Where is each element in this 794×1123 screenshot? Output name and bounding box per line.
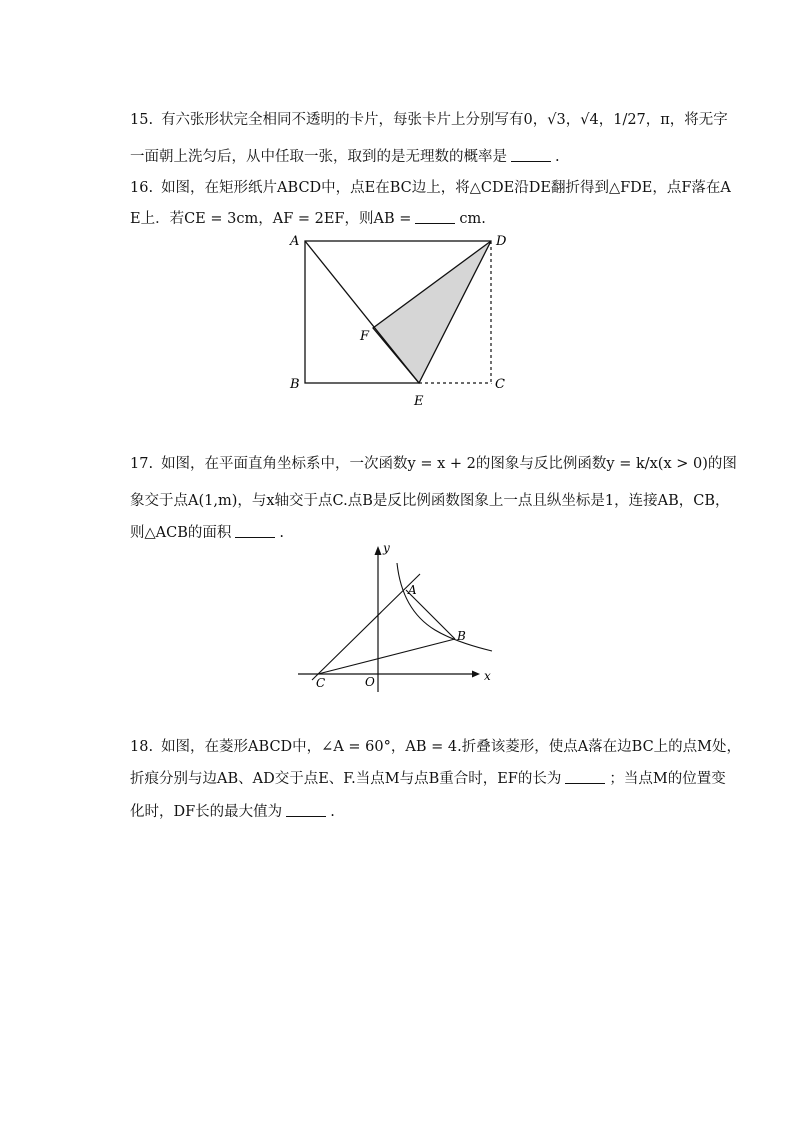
q15-number: 15. [130,112,154,128]
q15-text-line2: 一面朝上洗匀后，从中任取一张，取到的是无理数的概率是 [130,149,507,165]
label-point-a: A [408,583,417,597]
segment-ab [406,590,455,639]
q16-text-line1: 如图，在矩形纸片ABCD中，点E在BC边上，将△CDE沿DE翻折得到△FDE，点F落在A [161,180,731,196]
label-origin-o: O [365,675,375,689]
q17-line2 [130,489,730,510]
label-f: F [360,329,370,344]
label-b: B [290,377,300,392]
q17-line1 [130,452,737,473]
q18-line3 [130,800,335,821]
x-axis-arrow [472,671,480,678]
q15-answer-blank [511,149,551,162]
q18-text-line1: 如图，在菱形ABCD中，∠A = 60°，AB = 4.折叠该菱形，使点A落在边BC上的点M处， [161,739,742,755]
q15-line2 [130,145,560,166]
q17-text-line2: 象交于点A(1,m)，与x轴交于点C.点B是反比例函数图象上一点且纵坐标是1，连接AB，CB， [130,493,730,509]
q18-end: . [330,804,335,820]
q18-line1 [130,735,741,756]
label-c: C [495,377,505,392]
q16-answer-blank [415,211,455,224]
q16-line2 [130,207,486,228]
q18-text-line3: 化时，DF长的最大值为 [130,804,283,820]
q17-end: . [279,525,284,541]
label-d: D [496,234,507,249]
q16-number: 16. [130,180,154,196]
q17-answer-blank [235,525,275,538]
q17-figure [290,538,500,696]
hyperbola-curve [397,563,492,651]
q16-unit: cm. [459,211,486,227]
y-axis-arrow [375,546,382,555]
q16-text-line2: E上．若CE = 3cm，AF = 2EF，则AB = [130,211,412,227]
q18-number: 18. [130,739,154,755]
q17-number: 17. [130,456,154,472]
line-y-x-plus-2 [312,574,420,680]
segment-cb [318,639,455,674]
label-point-b: B [457,629,466,643]
label-e: E [414,394,424,409]
q18-text-line2: 折痕分别与边AB、AD交于点E、F.当点M与点B重合时，EF的长为 [130,771,562,787]
q16-line1 [130,176,731,197]
label-point-c: C [316,676,326,690]
q18-text-line2-end: ；当点M的位置变 [609,771,726,787]
q18-answer-blank-1 [565,771,605,784]
q18-answer-blank-2 [286,804,326,817]
q15-end: . [555,149,560,165]
q17-text-line3: 则△ACB的面积 [130,525,232,541]
q15-line1 [130,108,728,129]
q15-text-line1: 有六张形状完全相同不透明的卡片，每张卡片上分别写有0，√3，√4，1/27，π，将无字 [161,112,728,128]
q18-line2 [130,767,726,788]
label-a: A [290,234,300,249]
q17-text-line1: 如图，在平面直角坐标系中，一次函数y = x + 2的图象与反比例函数y = k/x(x > 0)的图 [161,456,737,472]
q16-figure [280,228,520,413]
triangle-fde [373,241,491,383]
label-y-axis: y [383,541,390,555]
q17-line3 [130,521,284,542]
label-x-axis: x [484,669,491,683]
